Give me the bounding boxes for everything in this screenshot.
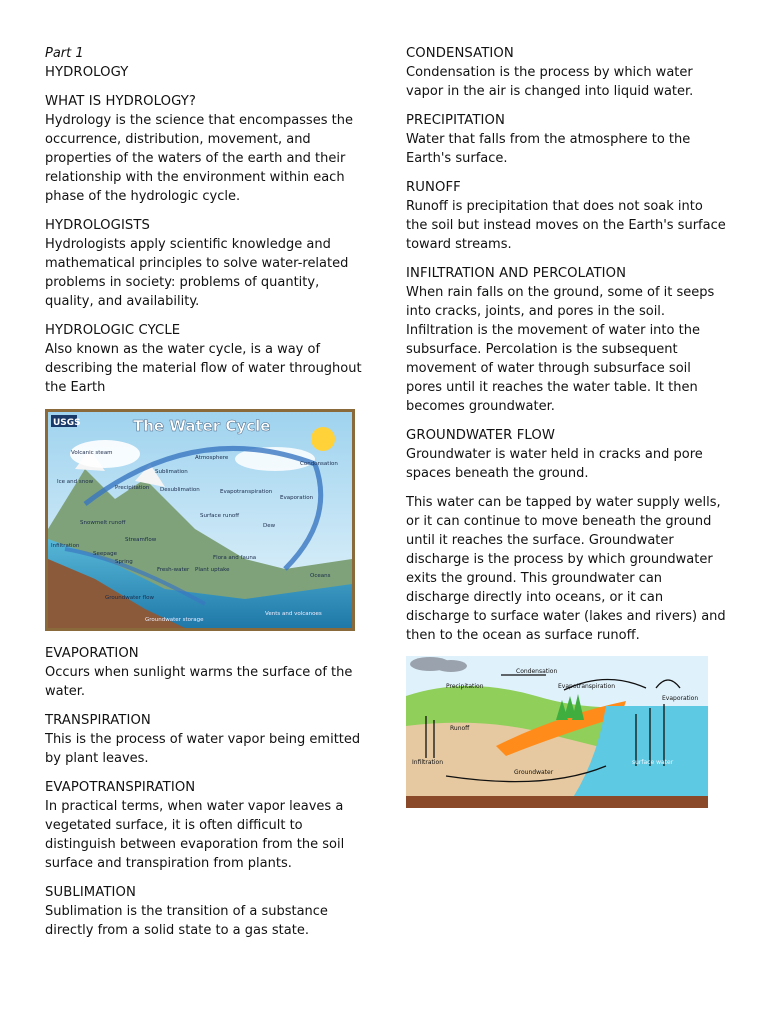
left-column-lower <box>45 644 363 940</box>
label-groundwater-storage: Groundwater storage <box>145 617 204 623</box>
diagram-label-surface-water: surface water <box>632 759 674 766</box>
page-title: HYDROLOGY <box>45 65 129 80</box>
label-infiltration: Infiltration <box>51 543 80 549</box>
water-cycle-diagram <box>406 656 708 808</box>
label-evaporation: Evaporation <box>280 495 314 501</box>
section-body: Occurs when sunlight warms the surface of the water. <box>45 665 353 699</box>
section-title: TRANSPIRATION <box>45 713 151 728</box>
label-desublimation: Desublimation <box>160 487 200 493</box>
label-ice-snow: Ice and snow <box>57 479 94 485</box>
diagram-label-evapotranspiration: Evapotranspiration <box>558 683 616 690</box>
diagram-label-groundwater: Groundwater <box>514 769 554 776</box>
section-body: In practical terms, when water vapor leaves a vegetated surface, it is often difficult to distinguish between evaporation from the soil surface and transpiration from plants. <box>45 799 345 871</box>
section-title: HYDROLOGIC CYCLE <box>45 323 181 338</box>
water-cycle-illustration <box>45 409 355 631</box>
section-title: SUBLIMATION <box>45 885 136 900</box>
label-condensation: Condensation <box>300 461 338 467</box>
label-seepage: Seepage <box>93 551 117 557</box>
part-label: Part 1 <box>45 46 84 61</box>
section-title: HYDROLOGISTS <box>45 218 151 233</box>
label-evapotranspiration: Evapotranspiration <box>220 489 273 495</box>
label-surface-runoff: Surface runoff <box>200 513 240 519</box>
section-body: This water can be tapped by water supply wells, or it can continue to move beneath the ground until it reaches the surface. Groundwater discharge is the process by which groundwater exits the ground. This groundwater can discharge directly into oceans, or it can discharge to surface water (lakes and rivers) and then to the ocean as surface runoff. <box>406 495 726 643</box>
label-fresh-water: Fresh-water <box>157 567 190 573</box>
section-title: EVAPORATION <box>45 646 139 661</box>
section-body: Groundwater is water held in cracks and pore spaces beneath the ground. <box>406 447 703 481</box>
label-atmosphere: Atmosphere <box>195 455 229 461</box>
section-body: Runoff is precipitation that does not soak into the soil but instead moves on the Earth's surface toward streams. <box>406 199 726 252</box>
section-body: When rain falls on the ground, some of it seeps into cracks, joints, and pores in the soil. Infiltration is the movement of water into the subsurface. Percolation is the subsequent movement of water through subsurface soil pores until it reaches the water table. It then becomes groundwater. <box>406 285 715 414</box>
label-flora-fauna: Flora and fauna <box>213 555 257 561</box>
section-title: EVAPOTRANSPIRATION <box>45 780 196 795</box>
section-body: Hydrologists apply scientific knowledge and mathematical principles to solve water-related problems in society: problems of quantity, quality, and availability. <box>45 237 349 309</box>
section-body: Condensation is the process by which water vapor in the air is changed into liquid water. <box>406 65 694 99</box>
section-title: INFILTRATION AND PERCOLATION <box>406 266 627 281</box>
section-body: This is the process of water vapor being emitted by plant leaves. <box>45 732 361 766</box>
label-dew: Dew <box>263 523 276 529</box>
label-snowmelt-runoff: Snowmelt runoff <box>80 520 126 526</box>
diagram-label-precipitation: Precipitation <box>446 683 484 690</box>
label-sublimation: Sublimation <box>155 469 188 475</box>
section-title: PRECIPITATION <box>406 113 505 128</box>
label-volcanic-steam: Volcanic steam <box>71 450 113 456</box>
section-body: Sublimation is the transition of a substance directly from a solid state to a gas state. <box>45 904 328 938</box>
section-body: Hydrology is the science that encompasses the occurrence, distribution, movement, and properties of the waters of the earth and their relationship with the environment within each phase of the hydrologic cycle. <box>45 113 353 204</box>
label-spring: Spring <box>115 559 133 565</box>
section-title: RUNOFF <box>406 180 461 195</box>
left-column <box>45 44 363 397</box>
section-title: WHAT IS HYDROLOGY? <box>45 94 196 109</box>
label-vents-volcanoes: Vents and volcanoes <box>265 611 322 617</box>
diagram-label-evaporation: Evaporation <box>662 695 699 702</box>
diagram-label-condensation: Condensation <box>516 668 558 675</box>
section-title: CONDENSATION <box>406 46 514 61</box>
usgs-logo-text: USGS <box>53 418 81 428</box>
label-groundwater-flow: Groundwater flow <box>105 595 154 601</box>
figure1-title: The Water Cycle <box>133 417 271 435</box>
right-column <box>406 44 728 645</box>
diagram-label-infiltration: Infiltration <box>412 759 444 766</box>
section-body: Also known as the water cycle, is a way of describing the material flow of water throughout the Earth <box>45 342 362 395</box>
section-title: GROUNDWATER FLOW <box>406 428 555 443</box>
label-precipitation: Precipitation <box>115 485 150 491</box>
label-oceans: Oceans <box>310 573 331 579</box>
diagram-label-runoff: Runoff <box>450 725 470 732</box>
section-body: Water that falls from the atmosphere to the Earth's surface. <box>406 132 691 166</box>
label-plant-uptake: Plant uptake <box>195 567 230 573</box>
label-streamflow: Streamflow <box>125 537 157 543</box>
